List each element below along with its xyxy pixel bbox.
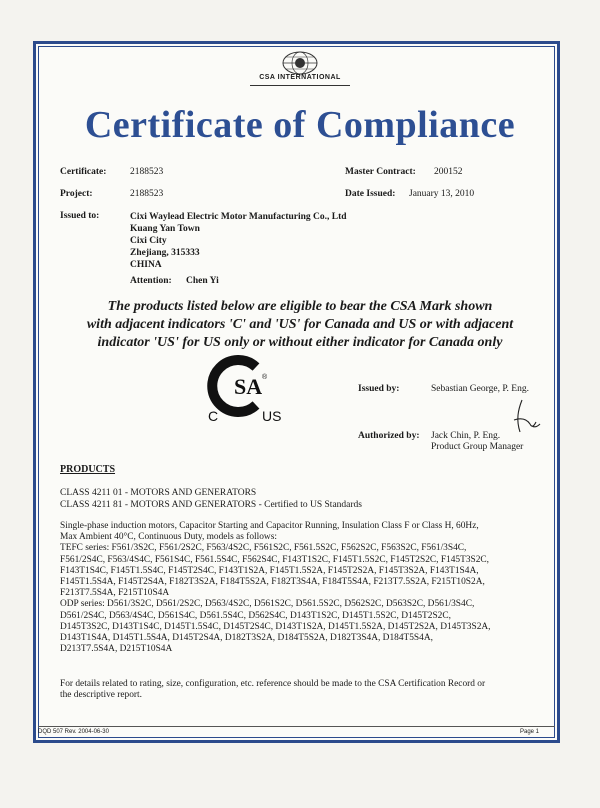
project-value: 2188523 bbox=[130, 189, 164, 199]
description-line: D213T7.5S4A, D215T10S4A bbox=[60, 644, 173, 655]
csa-mark-icon bbox=[198, 355, 293, 425]
master-contract-label: Master Contract: bbox=[345, 167, 416, 177]
description-line: TEFC series: F561/3S2C, F561/2S2C, F563/4S2C, F561S2C, F561.5S2C, F562S2C, F563S2C, F561/3S4C, bbox=[60, 543, 467, 554]
details-note bbox=[60, 679, 540, 701]
csa-mark-letters: SA bbox=[234, 374, 263, 399]
issued-by-label: Issued by: bbox=[358, 384, 400, 394]
csa-globe-icon bbox=[282, 51, 318, 75]
description-line: F143T1S4C, F145T1.5S4C, F145T2S4C, F143T1S2A, F145T1.5S2A, F145T2S2A, F145T3S2A, F143T1S4A, bbox=[60, 565, 479, 576]
eligibility-statement bbox=[60, 298, 540, 352]
address-line: Cixi City bbox=[130, 236, 167, 246]
description-line: F145T1.5S4A, F145T2S4A, F182T3S2A, F184T5S2A, F182T3S4A, F184T5S4A, F213T7.5S2A, F215T10S2A, bbox=[60, 577, 485, 588]
certificate-label: Certificate: bbox=[60, 167, 107, 177]
us-indicator: US bbox=[262, 408, 282, 424]
certificate-value: 2188523 bbox=[130, 167, 164, 177]
project-label: Project: bbox=[60, 189, 93, 199]
class-line: CLASS 4211 01 - MOTORS AND GENERATORS bbox=[60, 488, 257, 498]
description-line: Max Ambient 40°C, Continuous Duty, models as follows: bbox=[60, 532, 277, 543]
class-line: CLASS 4211 81 - MOTORS AND GENERATORS - Certified to US Standards bbox=[60, 500, 362, 510]
address-line: Cixi Waylead Electric Motor Manufacturing Co., Ltd bbox=[130, 212, 347, 222]
description-line: D145T3S2C, D143T1S4C, D145T1.5S4C, D145T2S4C, D143T1S2A, D145T1.5S2A, D145T2S2A, D145T3S2A, bbox=[60, 621, 491, 632]
address-line: Kuang Yan Town bbox=[130, 224, 200, 234]
authorized-by-value bbox=[431, 431, 523, 453]
csa-mark bbox=[198, 355, 293, 430]
org-underline bbox=[250, 85, 350, 86]
date-issued-label: Date Issued: bbox=[345, 189, 396, 199]
registered-mark: ® bbox=[262, 374, 268, 381]
form-id: DQD 507 Rev. 2004-06-30 bbox=[38, 729, 109, 735]
issued-by-value: Sebastian George, P. Eng. bbox=[431, 384, 529, 394]
c-indicator: C bbox=[208, 408, 219, 424]
description-line: D143T1S4A, D145T1.5S4A, D145T2S4A, D182T3S2A, D184T5S2A, D182T3S4A, D184T5S4A, bbox=[60, 633, 433, 644]
page-number: Page 1 bbox=[520, 729, 540, 735]
address-line: Zhejiang, 315333 bbox=[130, 248, 200, 258]
statement-line: indicator 'US' for US only or without either indicator for Canada only bbox=[97, 335, 503, 350]
product-description bbox=[60, 521, 540, 655]
attention-label: Attention: bbox=[130, 276, 172, 286]
description-line: F213T7.5S4A, F215T10S4A bbox=[60, 588, 170, 599]
statement-line: The products listed below are eligible to bear the CSA Mark shown bbox=[107, 299, 493, 314]
page-title: Certificate of Compliance bbox=[84, 104, 516, 146]
statement-line: with adjacent indicators 'C' and 'US' for Canada and US or with adjacent bbox=[86, 317, 514, 332]
description-line: ODP series: D561/3S2C, D561/2S2C, D563/4S2C, D561S2C, D561.5S2C, D562S2C, D563S2C, D561/3S4C, bbox=[60, 599, 475, 610]
description-line: F561/2S4C, F563/4S4C, F561S4C, F561.5S4C, F562S4C, F143T1S2C, F145T1.5S2C, F145T2S2C, F145T3S2C, bbox=[60, 554, 490, 565]
authorized-by-label: Authorized by: bbox=[358, 431, 420, 441]
issued-to-address bbox=[130, 211, 347, 271]
description-line: Single-phase induction motors, Capacitor Starting and Capacitor Running, Insulation Class F or Class H, 60Hz, bbox=[60, 521, 479, 531]
address-line: CHINA bbox=[130, 260, 162, 270]
master-contract-value: 200152 bbox=[434, 167, 463, 177]
authorized-by-name: Jack Chin, P. Eng. bbox=[431, 431, 501, 441]
issued-to-label: Issued to: bbox=[60, 211, 100, 221]
authorized-by-title: Product Group Manager bbox=[431, 442, 524, 452]
date-issued-value: January 13, 2010 bbox=[409, 189, 475, 199]
details-line: the descriptive report. bbox=[60, 690, 142, 701]
org-name: CSA INTERNATIONAL bbox=[259, 74, 341, 81]
attention-value: Chen Yi bbox=[186, 276, 219, 286]
products-heading: PRODUCTS bbox=[60, 464, 116, 475]
details-line: For details related to rating, size, configuration, etc. reference should be made to the CSA Certification Record or bbox=[60, 679, 486, 689]
footer-divider bbox=[38, 726, 555, 727]
description-line: D561/2S4C, D563/4S4C, D561S4C, D561.5S4C, D562S4C, D143T1S2C, D145T1.5S2C, D145T2S2C, bbox=[60, 610, 451, 621]
